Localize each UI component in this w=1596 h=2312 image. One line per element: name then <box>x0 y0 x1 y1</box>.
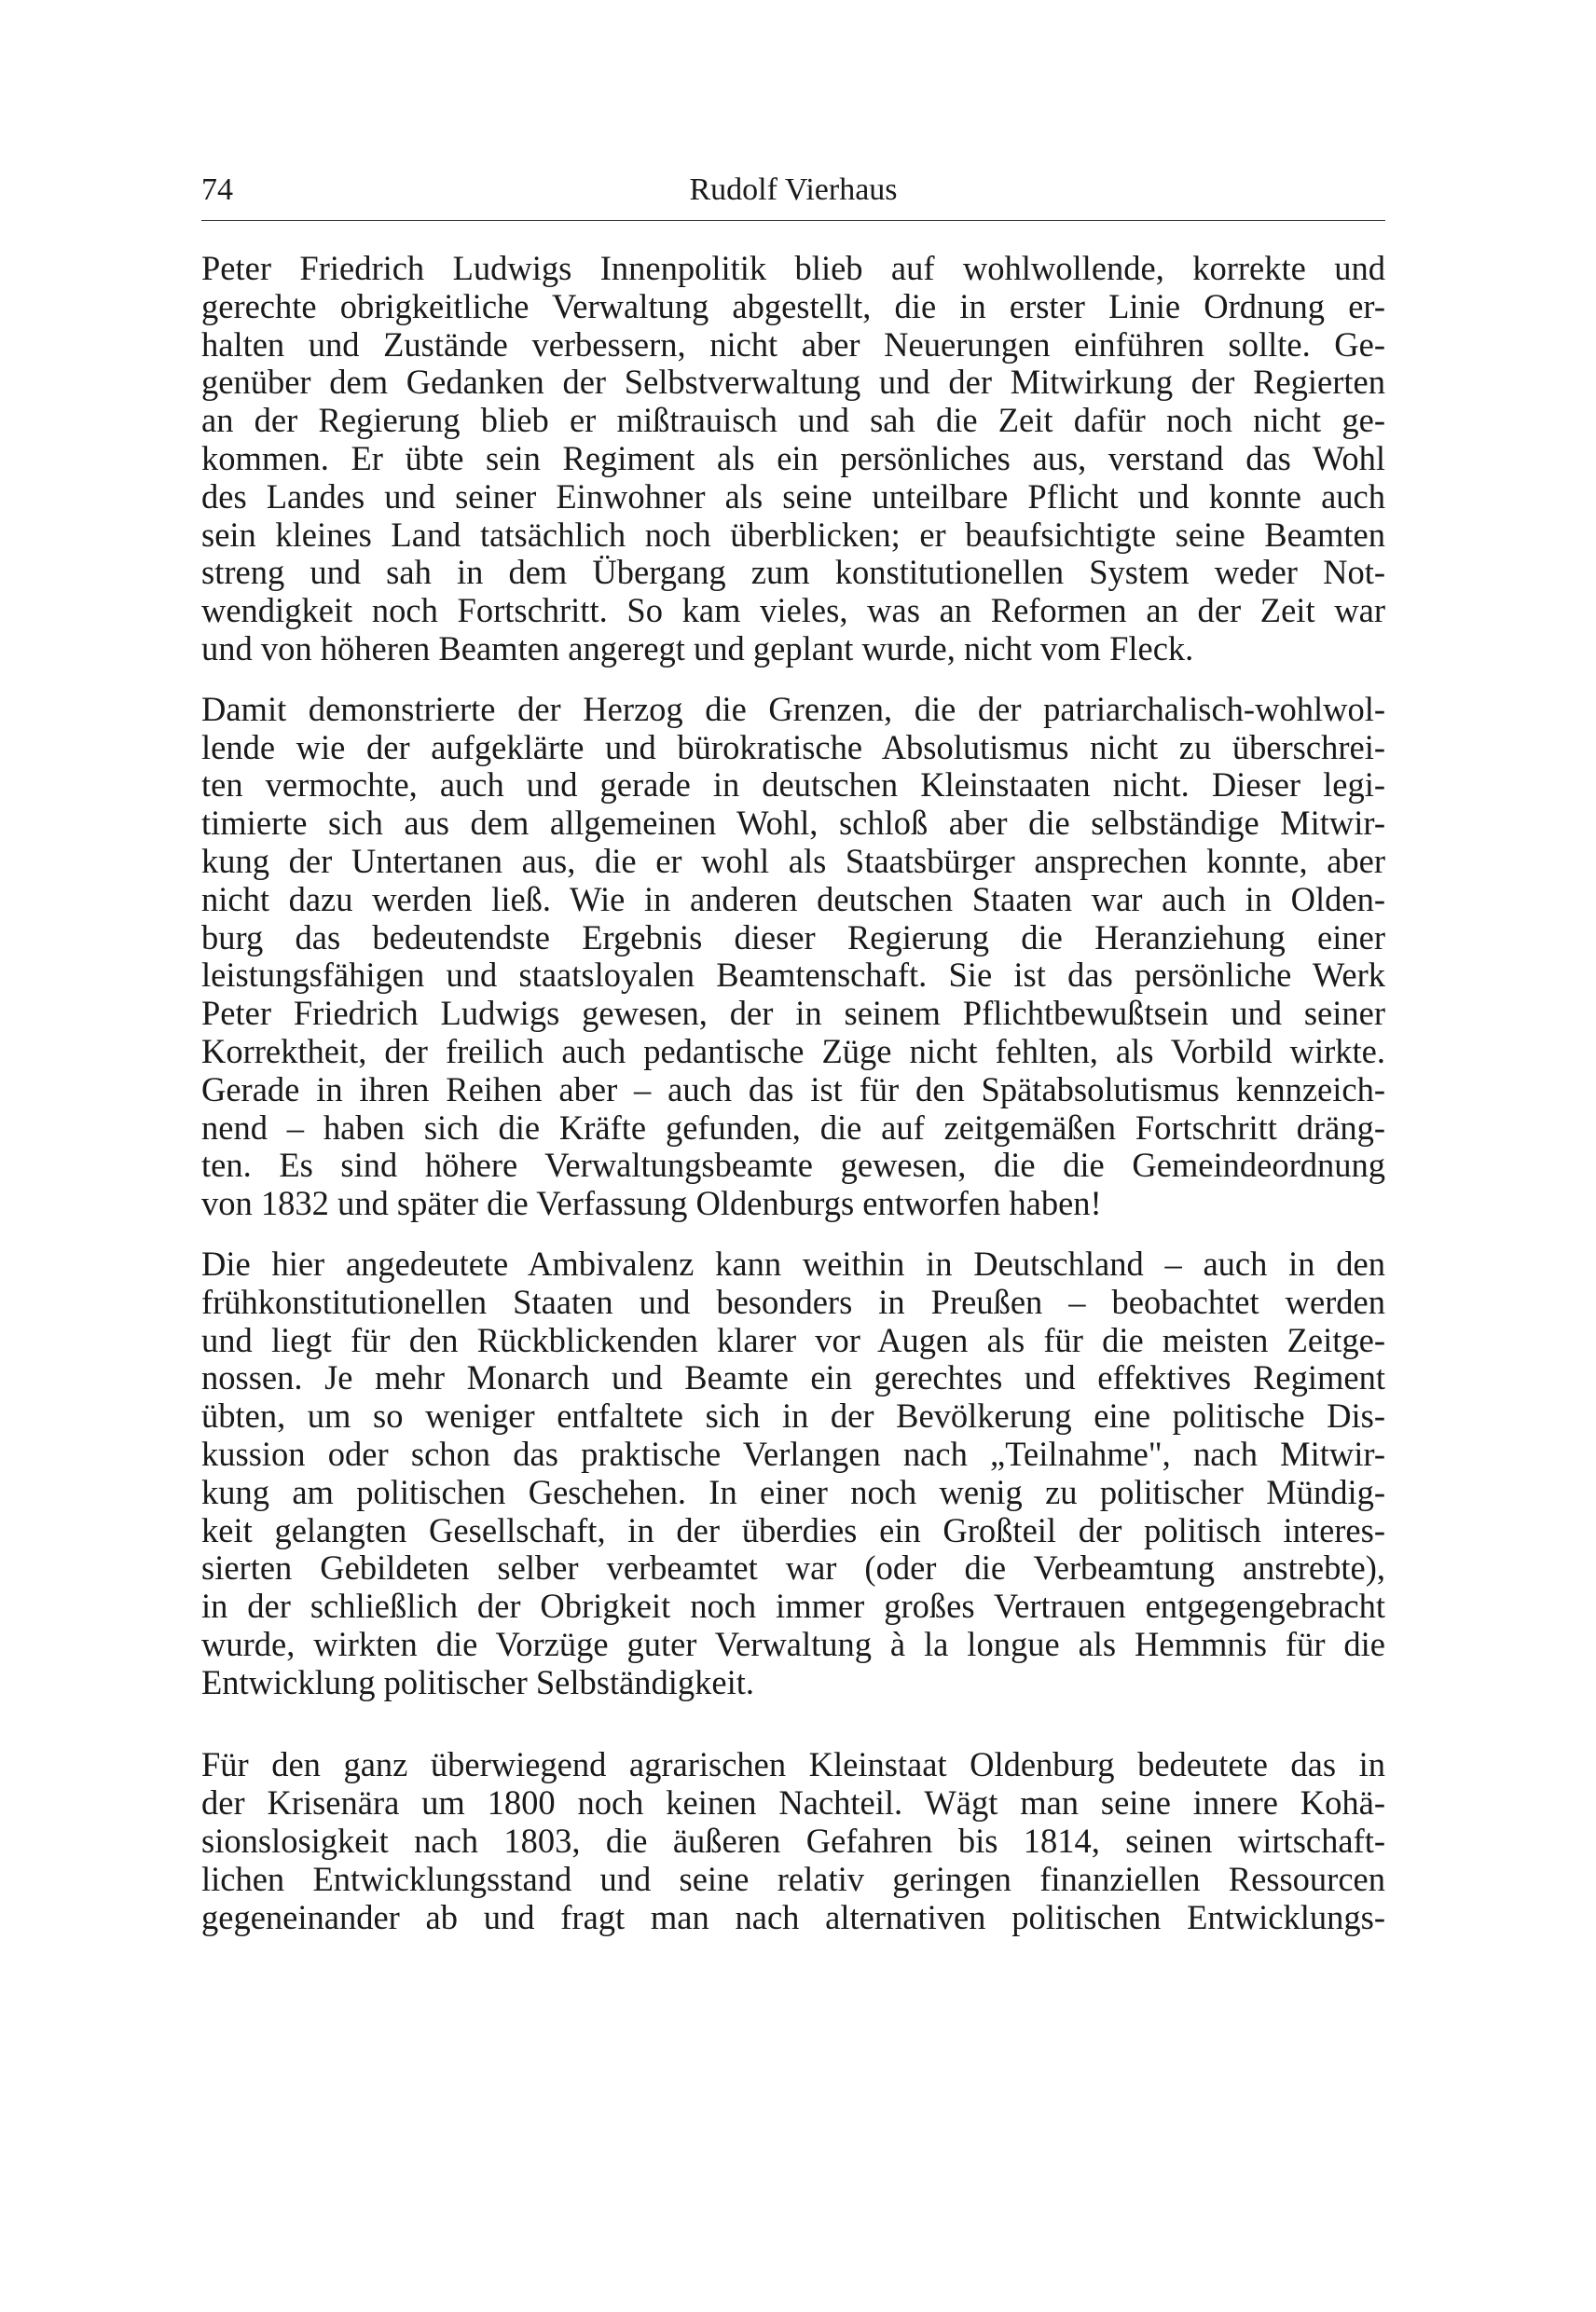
text-line: der Krisenära um 1800 noch keinen Nachteil. Wägt man seine innere Kohä- <box>201 1783 1385 1823</box>
text-line: übten, um so weniger entfaltete sich in der Bevölkerung eine politische Dis- <box>201 1397 1385 1436</box>
running-header <box>201 172 1385 218</box>
text-line: streng und sah in dem Übergang zum konstitutionellen System weder Not- <box>201 553 1385 592</box>
paragraph-spacer <box>201 1223 1385 1245</box>
running-title: Rudolf Vierhaus <box>689 172 898 207</box>
text-line: ten. Es sind höhere Verwaltungsbeamte gewesen, die die Gemeindeordnung <box>201 1146 1385 1185</box>
text-line: timierte sich aus dem allgemeinen Wohl, schloß aber die selbständige Mitwir- <box>201 804 1385 843</box>
text-line: nend – haben sich die Kräfte gefunden, die auf zeitgemäßen Fortschritt dräng- <box>201 1108 1385 1147</box>
text-line: wurde, wirkten die Vorzüge guter Verwaltung à la longue als Hemmnis für die <box>201 1624 1385 1663</box>
page-number: 74 <box>201 172 233 207</box>
text-line: kung am politischen Geschehen. In einer noch wenig zu politischer Mündig- <box>201 1472 1385 1511</box>
text-line: leistungsfähigen und staatsloyalen Beamtenschaft. Sie ist das persönliche Werk <box>201 956 1385 995</box>
text-line: wendigkeit noch Fortschritt. So kam vieles, was an Reformen an der Zeit war <box>201 591 1385 630</box>
text-line: ten vermochte, auch und gerade in deutschen Kleinstaaten nicht. Dieser legi- <box>201 765 1385 805</box>
header-rule <box>201 220 1385 221</box>
text-line: Für den ganz überwiegend agrarischen Kleinstaat Oldenburg bedeutete das in <box>201 1745 1385 1784</box>
text-line: burg das bedeutendste Ergebnis dieser Regierung die Heranziehung einer <box>201 917 1385 956</box>
text-line: Die hier angedeutete Ambivalenz kann weithin in Deutschland – auch in den <box>201 1244 1385 1283</box>
paragraph-3 <box>201 1245 1385 1702</box>
text-line: und liegt für den Rückblickenden klarer vor Augen als für die meisten Zeitge- <box>201 1320 1385 1359</box>
text-line: frühkonstitutionellen Staaten und besonders in Preußen – beobachtet werden <box>201 1282 1385 1321</box>
text-line: und von höheren Beamten angeregt und geplant wurde, nicht vom Fleck. <box>201 628 1194 667</box>
text-line: keit gelangten Gesellschaft, in der überdies ein Großteil der politisch interes- <box>201 1510 1385 1549</box>
text-line: gerechte obrigkeitliche Verwaltung abgestellt, die in erster Linie Ordnung er- <box>201 286 1385 325</box>
paragraph-spacer <box>201 1701 1385 1746</box>
text-line: Entwicklung politischer Selbständigkeit. <box>201 1662 755 1701</box>
paragraph-4 <box>201 1746 1385 1936</box>
text-line: sierten Gebildeten selber verbeamtet war (oder die Verbeamtung anstrebte), <box>201 1548 1385 1588</box>
text-line: von 1832 und später die Verfassung Oldenburgs entworfen haben! <box>201 1184 1102 1223</box>
text-line: lende wie der aufgeklärte und bürokratische Absolutismus nicht zu überschrei- <box>201 727 1385 766</box>
paragraph-spacer <box>201 668 1385 691</box>
text-line: nossen. Je mehr Monarch und Beamte ein gerechtes und effektives Regiment <box>201 1358 1385 1397</box>
text-line: Peter Friedrich Ludwigs Innenpolitik blieb auf wohlwollende, korrekte und <box>201 249 1385 287</box>
text-line: halten und Zustände verbessern, nicht aber Neuerungen einführen sollte. Ge- <box>201 324 1385 364</box>
text-line: nicht dazu werden ließ. Wie in anderen deutschen Staaten war auch in Olden- <box>201 879 1385 918</box>
text-line: kommen. Er übte sein Regiment als ein persönliches aus, verstand das Wohl <box>201 438 1385 477</box>
text-line: Peter Friedrich Ludwigs gewesen, der in seinem Pflichtbewußtsein und seiner <box>201 994 1385 1033</box>
paragraph-1 <box>201 250 1385 668</box>
paragraph-2 <box>201 691 1385 1223</box>
text-line: des Landes und seiner Einwohner als seine unteilbare Pflicht und konnte auch <box>201 476 1385 516</box>
text-line: in der schließlich der Obrigkeit noch immer großes Vertrauen entgegengebracht <box>201 1587 1385 1626</box>
text-line: genüber dem Gedanken der Selbstverwaltung und der Mitwirkung der Regierten <box>201 363 1385 402</box>
text-line: sein kleines Land tatsächlich noch überblicken; er beaufsichtigte seine Beamten <box>201 515 1385 554</box>
text-line: Korrektheit, der freilich auch pedantische Züge nicht fehlten, als Vorbild wirkte. <box>201 1031 1385 1070</box>
text-line: gegeneinander ab und fragt man nach alternativen politischen Entwicklungs- <box>201 1897 1385 1936</box>
body-text <box>201 250 1385 1936</box>
text-line: kussion oder schon das praktische Verlangen nach „Teilnahme", nach Mitwir- <box>201 1434 1385 1473</box>
text-line: kung der Untertanen aus, die er wohl als Staatsbürger ansprechen konnte, aber <box>201 841 1385 880</box>
text-line: lichen Entwicklungsstand und seine relativ geringen finanziellen Ressourcen <box>201 1859 1385 1898</box>
text-line: Gerade in ihren Reihen aber – auch das ist für den Spätabsolutismus kennzeich- <box>201 1069 1385 1108</box>
text-line: an der Regierung blieb er mißtrauisch und sah die Zeit dafür noch nicht ge- <box>201 401 1385 440</box>
text-line: Damit demonstrierte der Herzog die Grenzen, die der patriarchalisch-wohlwol- <box>201 689 1385 728</box>
text-line: sionslosigkeit nach 1803, die äußeren Gefahren bis 1814, seinen wirtschaft- <box>201 1822 1385 1861</box>
